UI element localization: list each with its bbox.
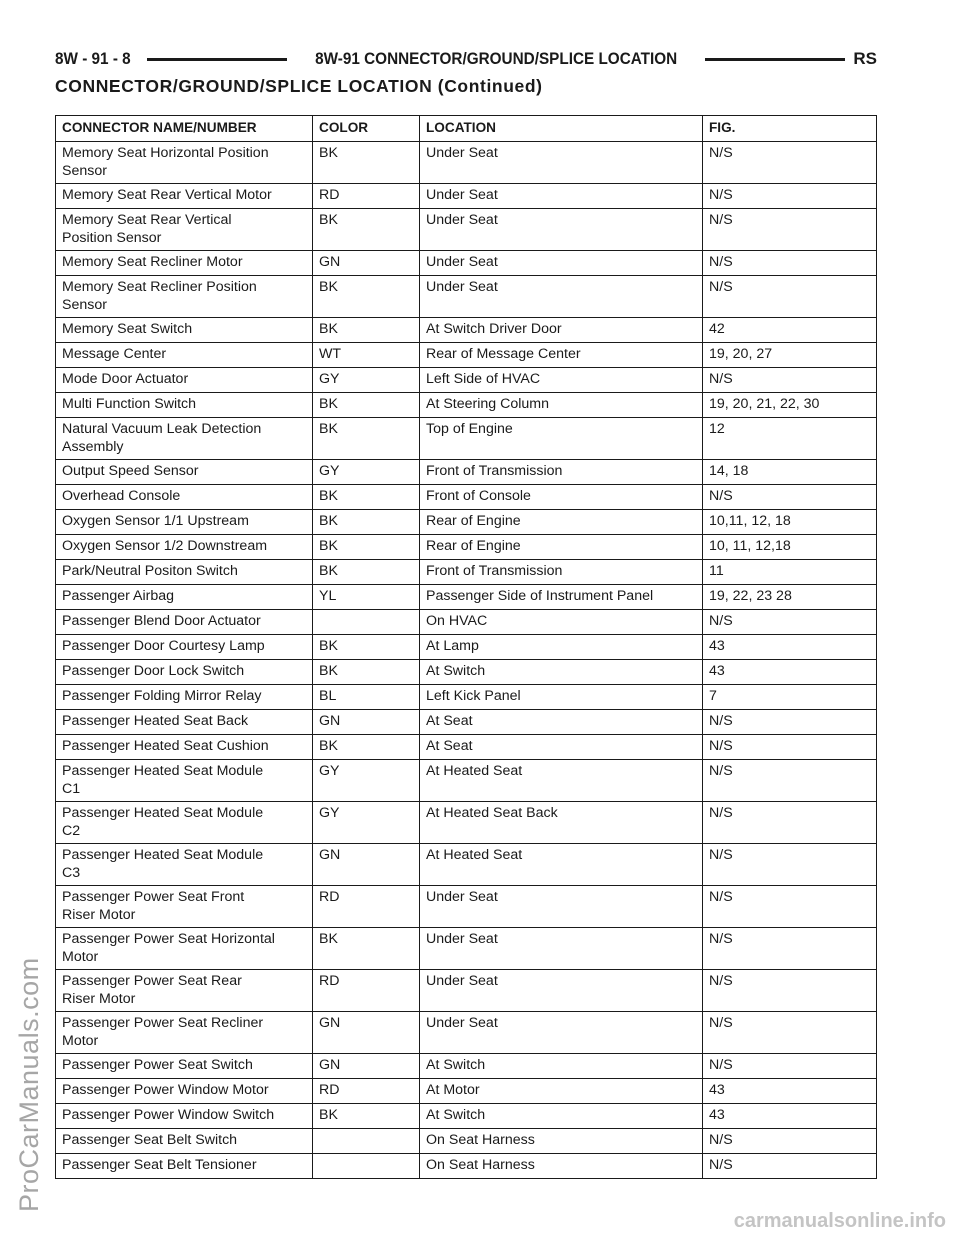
- color-cell: RD: [313, 1079, 420, 1104]
- table-row: [56, 844, 877, 886]
- color-cell: YL: [313, 585, 420, 610]
- connector-name-cell: Passenger Seat Belt Tensioner: [56, 1154, 313, 1179]
- fig-cell: N/S: [703, 735, 877, 760]
- connector-name-cell: Passenger Heated Seat Cushion: [56, 735, 313, 760]
- fig-cell: 10,11, 12, 18: [703, 510, 877, 535]
- model-code: RS: [853, 49, 877, 68]
- connector-location-table: [55, 115, 877, 1179]
- color-cell: BK: [313, 510, 420, 535]
- location-cell: At Heated Seat Back: [420, 802, 703, 844]
- location-cell: Under Seat: [420, 1012, 703, 1054]
- location-cell: Left Kick Panel: [420, 685, 703, 710]
- fig-cell: 19, 20, 21, 22, 30: [703, 393, 877, 418]
- fig-cell: 10, 11, 12,18: [703, 535, 877, 560]
- color-cell: BK: [313, 485, 420, 510]
- table-row: [56, 510, 877, 535]
- fig-cell: 7: [703, 685, 877, 710]
- color-cell: GY: [313, 802, 420, 844]
- table-row: [56, 418, 877, 460]
- location-cell: On HVAC: [420, 610, 703, 635]
- table-row: [56, 1012, 877, 1054]
- connector-name-cell: Natural Vacuum Leak Detection Assembly: [56, 418, 313, 460]
- connector-name-cell: Passenger Power Seat Front Riser Motor: [56, 886, 313, 928]
- location-cell: Under Seat: [420, 184, 703, 209]
- location-cell: At Switch Driver Door: [420, 318, 703, 343]
- connector-name-cell: Passenger Power Seat Horizontal Motor: [56, 928, 313, 970]
- color-cell: BK: [313, 928, 420, 970]
- color-cell: BK: [313, 318, 420, 343]
- color-cell: GN: [313, 1012, 420, 1054]
- location-cell: At Switch: [420, 1104, 703, 1129]
- table-row: [56, 368, 877, 393]
- fig-cell: 12: [703, 418, 877, 460]
- connector-name-cell: Passenger Heated Seat Module C3: [56, 844, 313, 886]
- connector-name-cell: Multi Function Switch: [56, 393, 313, 418]
- connector-name-cell: Passenger Airbag: [56, 585, 313, 610]
- color-cell: BK: [313, 635, 420, 660]
- color-cell: GY: [313, 760, 420, 802]
- fig-cell: N/S: [703, 802, 877, 844]
- fig-cell: 19, 22, 23 28: [703, 585, 877, 610]
- fig-cell: N/S: [703, 276, 877, 318]
- color-cell: [313, 1154, 420, 1179]
- location-cell: Under Seat: [420, 928, 703, 970]
- header-rule-left: [147, 58, 287, 61]
- fig-cell: N/S: [703, 710, 877, 735]
- color-cell: GY: [313, 460, 420, 485]
- color-cell: RD: [313, 184, 420, 209]
- connector-name-cell: Park/Neutral Positon Switch: [56, 560, 313, 585]
- location-cell: On Seat Harness: [420, 1129, 703, 1154]
- fig-cell: N/S: [703, 970, 877, 1012]
- location-cell: At Switch: [420, 1054, 703, 1079]
- color-cell: BK: [313, 735, 420, 760]
- fig-cell: N/S: [703, 142, 877, 184]
- column-header-color: COLOR: [313, 116, 420, 142]
- connector-name-cell: Passenger Door Courtesy Lamp: [56, 635, 313, 660]
- table-row: [56, 460, 877, 485]
- color-cell: [313, 1129, 420, 1154]
- fig-cell: 43: [703, 635, 877, 660]
- location-cell: At Steering Column: [420, 393, 703, 418]
- color-cell: BK: [313, 418, 420, 460]
- table-row: [56, 585, 877, 610]
- connector-name-cell: Memory Seat Switch: [56, 318, 313, 343]
- connector-name-cell: Passenger Power Window Switch: [56, 1104, 313, 1129]
- connector-name-cell: Overhead Console: [56, 485, 313, 510]
- table-row: [56, 886, 877, 928]
- location-cell: Rear of Engine: [420, 535, 703, 560]
- table-row: [56, 485, 877, 510]
- location-cell: Front of Transmission: [420, 460, 703, 485]
- fig-cell: N/S: [703, 368, 877, 393]
- location-cell: Under Seat: [420, 276, 703, 318]
- connector-name-cell: Memory Seat Recliner Motor: [56, 251, 313, 276]
- fig-cell: 14, 18: [703, 460, 877, 485]
- location-cell: At Heated Seat: [420, 760, 703, 802]
- table-row: [56, 1154, 877, 1179]
- table-row: [56, 318, 877, 343]
- fig-cell: N/S: [703, 886, 877, 928]
- color-cell: BK: [313, 209, 420, 251]
- fig-cell: 43: [703, 660, 877, 685]
- color-cell: GN: [313, 251, 420, 276]
- fig-cell: N/S: [703, 844, 877, 886]
- color-cell: BK: [313, 142, 420, 184]
- connector-name-cell: Memory Seat Horizontal Position Sensor: [56, 142, 313, 184]
- page-header: [55, 46, 877, 72]
- connector-name-cell: Passenger Power Seat Recliner Motor: [56, 1012, 313, 1054]
- color-cell: RD: [313, 970, 420, 1012]
- section-heading: 8W-91 CONNECTOR/GROUND/SPLICE LOCATION: [315, 49, 678, 68]
- location-cell: Rear of Message Center: [420, 343, 703, 368]
- location-cell: Under Seat: [420, 209, 703, 251]
- fig-cell: N/S: [703, 610, 877, 635]
- fig-cell: 43: [703, 1104, 877, 1129]
- color-cell: BK: [313, 535, 420, 560]
- connector-name-cell: Passenger Heated Seat Back: [56, 710, 313, 735]
- footer-url: carmanualsonline.info: [733, 1210, 946, 1232]
- connector-name-cell: Passenger Power Window Motor: [56, 1079, 313, 1104]
- fig-cell: N/S: [703, 760, 877, 802]
- location-cell: Left Side of HVAC: [420, 368, 703, 393]
- location-cell: Passenger Side of Instrument Panel: [420, 585, 703, 610]
- color-cell: BK: [313, 560, 420, 585]
- location-cell: Under Seat: [420, 251, 703, 276]
- table-row: [56, 1104, 877, 1129]
- column-header-connector: CONNECTOR NAME/NUMBER: [56, 116, 313, 142]
- color-cell: BK: [313, 393, 420, 418]
- color-cell: BK: [313, 1104, 420, 1129]
- fig-cell: N/S: [703, 1129, 877, 1154]
- connector-name-cell: Passenger Heated Seat Module C1: [56, 760, 313, 802]
- table-row: [56, 710, 877, 735]
- table-row: [56, 560, 877, 585]
- table-row: [56, 535, 877, 560]
- location-cell: On Seat Harness: [420, 1154, 703, 1179]
- table-row: [56, 660, 877, 685]
- table-row: [56, 685, 877, 710]
- connector-name-cell: Passenger Seat Belt Switch: [56, 1129, 313, 1154]
- color-cell: BL: [313, 685, 420, 710]
- table-row: [56, 735, 877, 760]
- fig-cell: N/S: [703, 928, 877, 970]
- location-cell: At Motor: [420, 1079, 703, 1104]
- connector-name-cell: Memory Seat Rear Vertical Position Sensor: [56, 209, 313, 251]
- color-cell: GN: [313, 1054, 420, 1079]
- table-row: [56, 142, 877, 184]
- connector-name-cell: Oxygen Sensor 1/2 Downstream: [56, 535, 313, 560]
- header-rule-right: [705, 58, 845, 61]
- page-title: CONNECTOR/GROUND/SPLICE LOCATION (Continued): [55, 76, 543, 96]
- column-header-location: LOCATION: [420, 116, 703, 142]
- location-cell: At Seat: [420, 710, 703, 735]
- fig-cell: N/S: [703, 251, 877, 276]
- fig-cell: N/S: [703, 209, 877, 251]
- color-cell: GN: [313, 844, 420, 886]
- page-number: 8W - 91 - 8: [55, 49, 131, 68]
- color-cell: BK: [313, 276, 420, 318]
- location-cell: Under Seat: [420, 886, 703, 928]
- color-cell: BK: [313, 660, 420, 685]
- fig-cell: N/S: [703, 485, 877, 510]
- table-header-row: [56, 116, 877, 142]
- table-row: [56, 1129, 877, 1154]
- table-row: [56, 970, 877, 1012]
- connector-name-cell: Passenger Folding Mirror Relay: [56, 685, 313, 710]
- table-row: [56, 802, 877, 844]
- table-row: [56, 1054, 877, 1079]
- color-cell: [313, 610, 420, 635]
- connector-name-cell: Output Speed Sensor: [56, 460, 313, 485]
- column-header-fig: FIG.: [703, 116, 877, 142]
- table-row: [56, 209, 877, 251]
- table-row: [56, 610, 877, 635]
- table-row: [56, 276, 877, 318]
- table-row: [56, 251, 877, 276]
- table-row: [56, 928, 877, 970]
- fig-cell: 43: [703, 1079, 877, 1104]
- connector-name-cell: Passenger Blend Door Actuator: [56, 610, 313, 635]
- location-cell: Rear of Engine: [420, 510, 703, 535]
- table-row: [56, 343, 877, 368]
- connector-name-cell: Mode Door Actuator: [56, 368, 313, 393]
- fig-cell: N/S: [703, 1054, 877, 1079]
- table-row: [56, 635, 877, 660]
- connector-name-cell: Memory Seat Recliner Position Sensor: [56, 276, 313, 318]
- connector-name-cell: Memory Seat Rear Vertical Motor: [56, 184, 313, 209]
- connector-name-cell: Passenger Power Seat Switch: [56, 1054, 313, 1079]
- location-cell: At Seat: [420, 735, 703, 760]
- watermark: ProCarManuals.com: [14, 957, 44, 1212]
- location-cell: At Lamp: [420, 635, 703, 660]
- fig-cell: N/S: [703, 1012, 877, 1054]
- location-cell: Under Seat: [420, 970, 703, 1012]
- table-body: [56, 142, 877, 1179]
- connector-name-cell: Passenger Power Seat Rear Riser Motor: [56, 970, 313, 1012]
- connector-name-cell: Message Center: [56, 343, 313, 368]
- location-cell: Front of Transmission: [420, 560, 703, 585]
- connector-name-cell: Passenger Heated Seat Module C2: [56, 802, 313, 844]
- table-row: [56, 393, 877, 418]
- color-cell: WT: [313, 343, 420, 368]
- location-cell: At Switch: [420, 660, 703, 685]
- location-cell: Front of Console: [420, 485, 703, 510]
- connector-name-cell: Oxygen Sensor 1/1 Upstream: [56, 510, 313, 535]
- table-row: [56, 760, 877, 802]
- fig-cell: 11: [703, 560, 877, 585]
- fig-cell: 42: [703, 318, 877, 343]
- fig-cell: N/S: [703, 1154, 877, 1179]
- location-cell: At Heated Seat: [420, 844, 703, 886]
- color-cell: RD: [313, 886, 420, 928]
- fig-cell: N/S: [703, 184, 877, 209]
- location-cell: Under Seat: [420, 142, 703, 184]
- color-cell: GN: [313, 710, 420, 735]
- connector-name-cell: Passenger Door Lock Switch: [56, 660, 313, 685]
- table-row: [56, 184, 877, 209]
- location-cell: Top of Engine: [420, 418, 703, 460]
- fig-cell: 19, 20, 27: [703, 343, 877, 368]
- table-row: [56, 1079, 877, 1104]
- color-cell: GY: [313, 368, 420, 393]
